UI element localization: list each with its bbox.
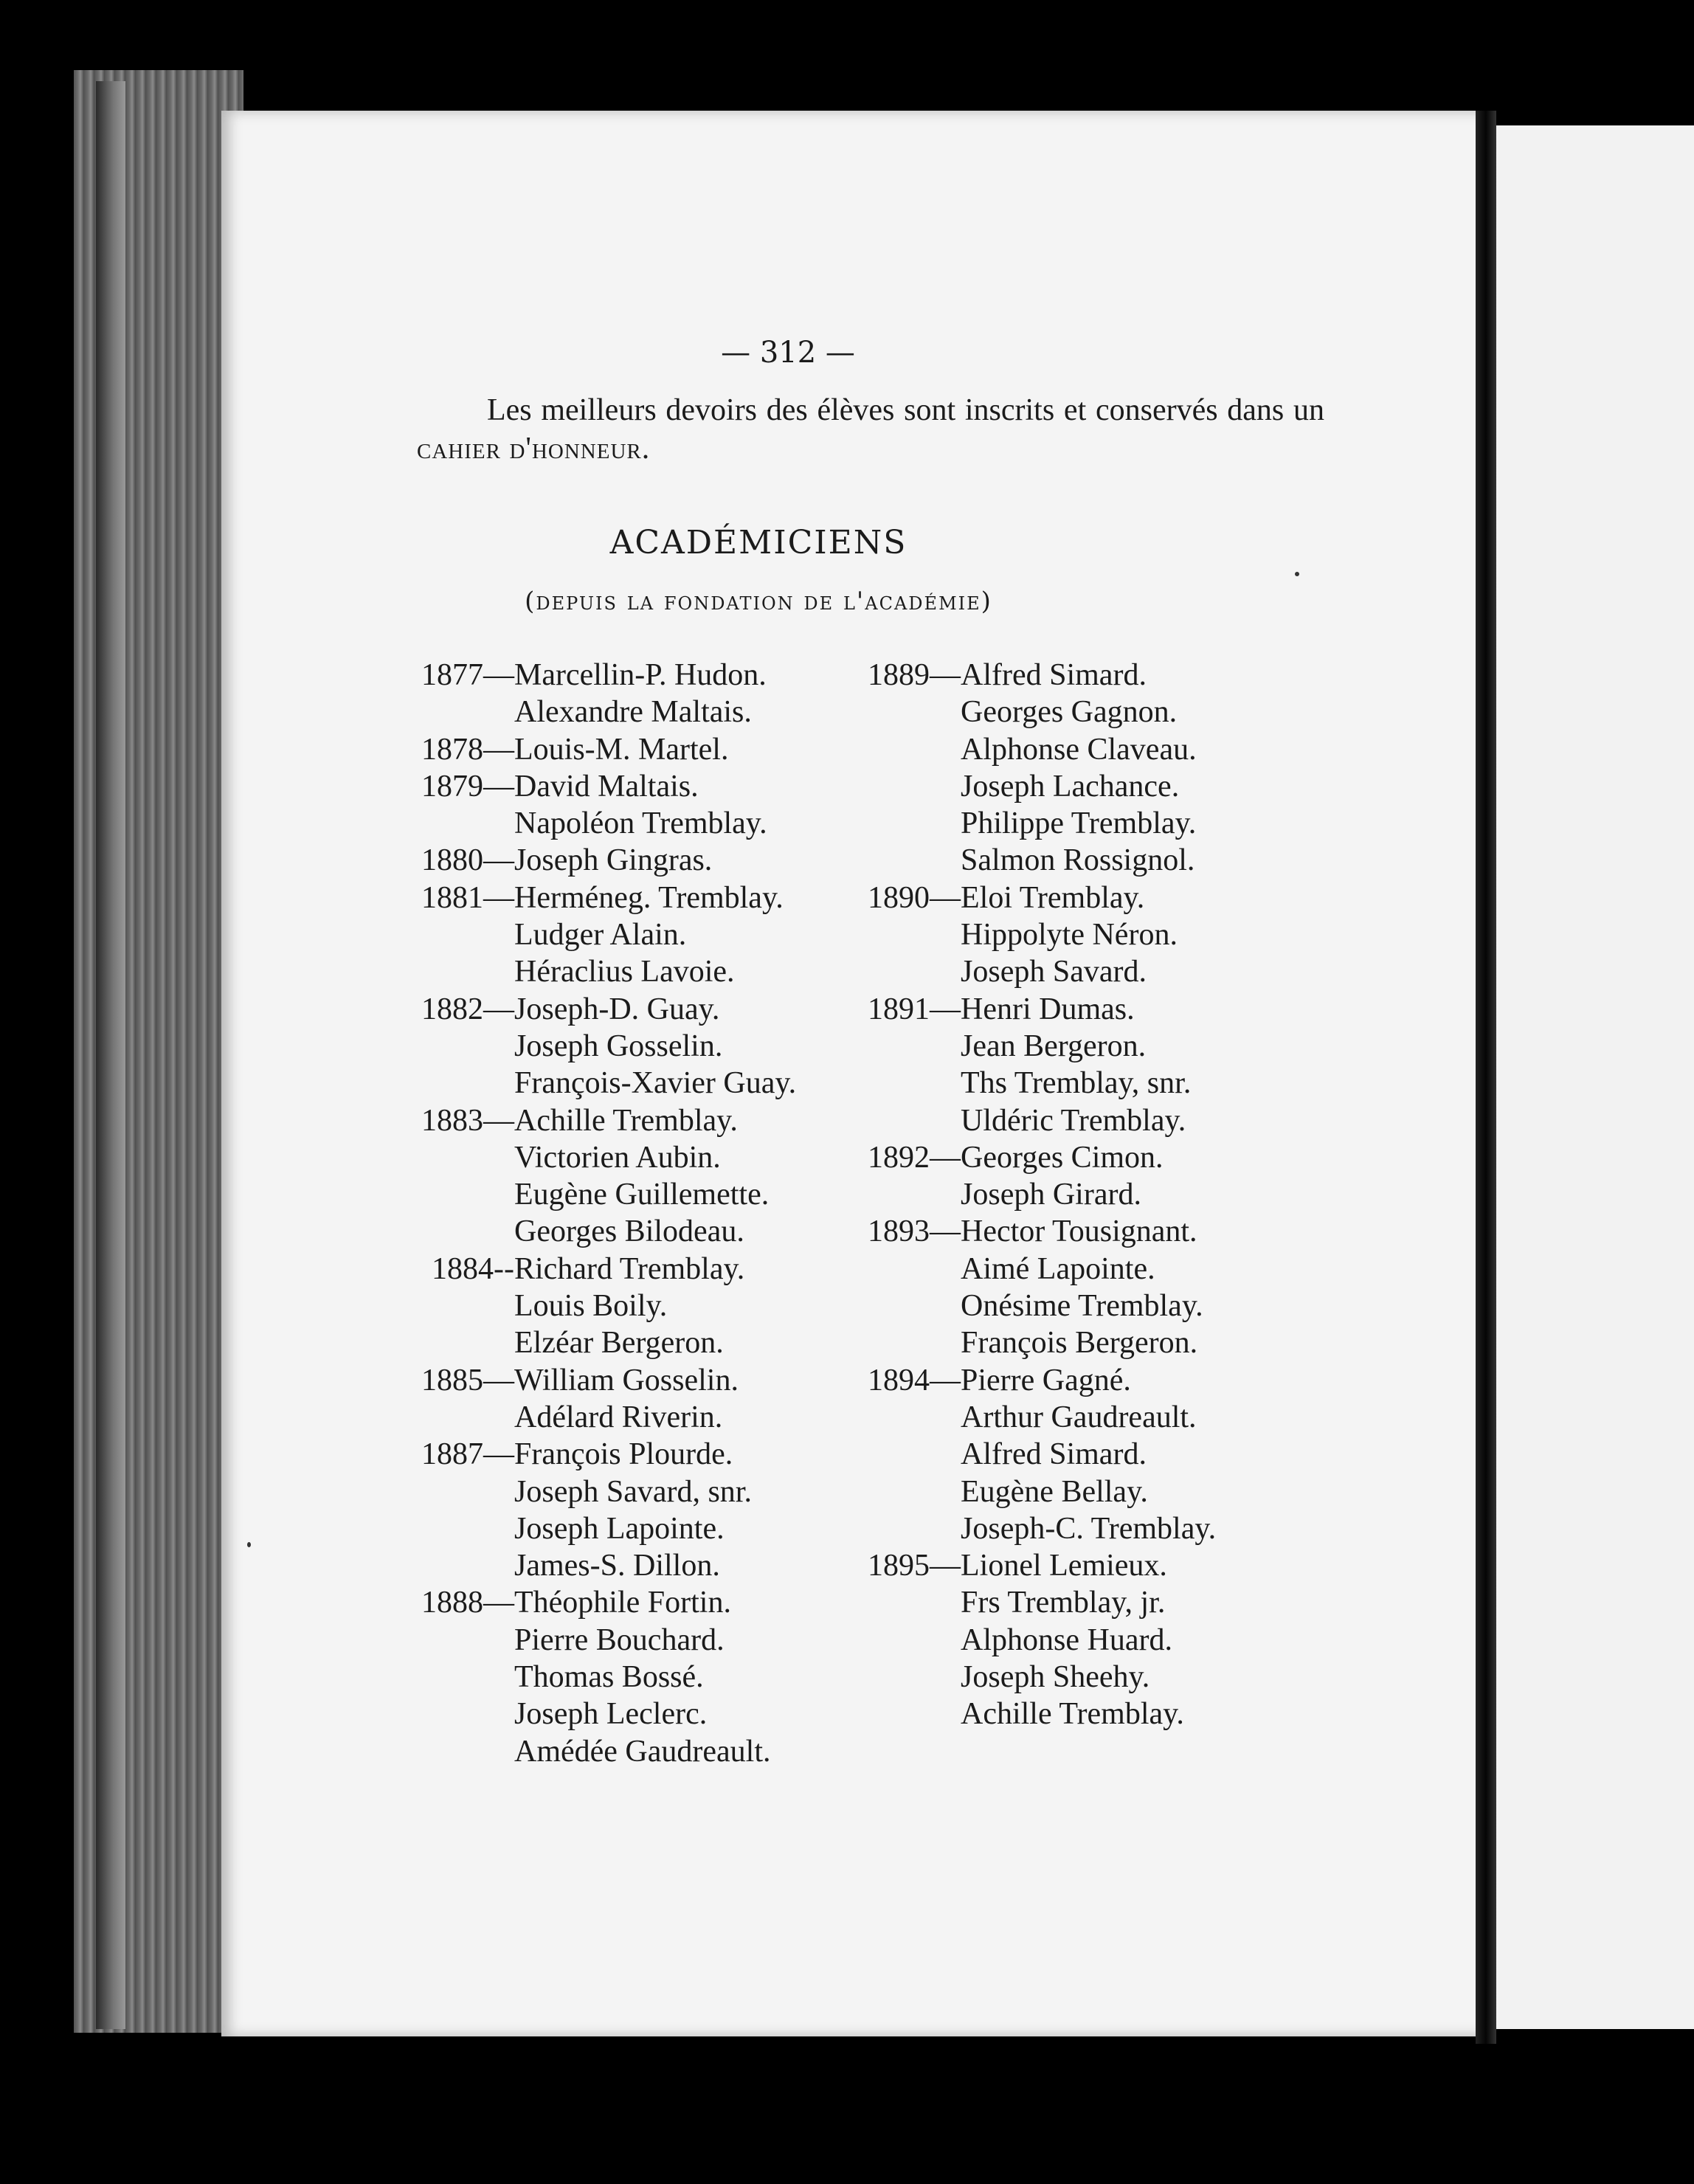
entry-year	[409, 694, 514, 730]
entry-name: Aimé Lapointe.	[961, 1251, 1155, 1286]
academician-entry	[409, 694, 867, 730]
academician-entry	[856, 1584, 1313, 1621]
entry-name: Joseph Leclerc.	[514, 1697, 708, 1732]
entry-year: 1879—	[421, 769, 514, 804]
academician-entry	[856, 768, 1313, 805]
academician-entry	[409, 880, 867, 916]
entry-name: Georges Gagnon.	[961, 695, 1178, 730]
entry-name: Richard Tremblay.	[514, 1251, 745, 1286]
entry-name: Louis-M. Martel.	[514, 732, 729, 767]
entry-name: Uldéric Tremblay.	[961, 1103, 1186, 1138]
academician-entry	[856, 1659, 1313, 1696]
entry-name: Ludger Alain.	[514, 918, 687, 953]
academician-entry	[856, 1622, 1313, 1659]
academician-entry	[409, 731, 867, 768]
entry-name: Alphonse Claveau.	[961, 732, 1197, 767]
academician-entry	[856, 1102, 1313, 1139]
academician-entry	[409, 991, 867, 1028]
entry-name: Achille Tremblay.	[514, 1103, 738, 1138]
entry-year: 1880—	[421, 843, 514, 878]
entry-year	[856, 1399, 961, 1436]
entry-name: Adélard Riverin.	[514, 1400, 723, 1434]
entry-year	[856, 1436, 961, 1473]
entry-year	[856, 1028, 961, 1065]
academician-entry	[409, 1102, 867, 1139]
entry-year: 1885—	[421, 1363, 514, 1397]
entry-name: Victorien Aubin.	[514, 1140, 721, 1175]
entry-name: Joseph Savard, snr.	[514, 1474, 752, 1509]
entry-name: Alfred Simard.	[961, 658, 1147, 692]
academician-entry	[856, 657, 1313, 694]
entry-name: Pierre Bouchard.	[514, 1623, 725, 1657]
academician-entry	[409, 842, 867, 879]
entry-name: Jean Bergeron.	[961, 1029, 1147, 1063]
entry-name: Joseph Sheehy.	[961, 1660, 1150, 1695]
entry-year	[409, 1176, 514, 1213]
academician-entry	[856, 1139, 1313, 1176]
academician-entry	[856, 1696, 1313, 1732]
entry-name: Héraclius Lavoie.	[514, 955, 735, 989]
entry-year: 1891—	[868, 992, 961, 1026]
entry-year	[856, 768, 961, 805]
entry-year: 1892—	[868, 1140, 961, 1175]
entry-name: François-Xavier Guay.	[514, 1066, 797, 1101]
entry-year	[856, 1473, 961, 1510]
academician-entry	[409, 1510, 867, 1547]
academician-entry	[856, 916, 1313, 953]
academician-entry	[856, 953, 1313, 990]
entry-name: Alfred Simard.	[961, 1437, 1147, 1472]
entry-year: 1895—	[868, 1549, 961, 1583]
entry-name: Hippolyte Néron.	[961, 918, 1178, 953]
entry-name: Onésime Tremblay.	[961, 1289, 1203, 1324]
entry-name: Frs Tremblay, jr.	[961, 1586, 1166, 1620]
entry-name: Napoléon Tremblay.	[514, 806, 767, 841]
page-number: — 312 —	[721, 336, 855, 370]
academician-entry	[856, 1399, 1313, 1436]
entry-year	[409, 1213, 514, 1250]
entry-year	[409, 1659, 514, 1696]
academician-entry	[856, 1324, 1313, 1361]
entry-year	[409, 1288, 514, 1324]
intro-end: .	[641, 432, 650, 466]
intro-emphasis: cahier d'honneur	[417, 432, 642, 466]
entry-year: 1894—	[868, 1363, 961, 1397]
academician-entry	[409, 916, 867, 953]
entry-name: James-S. Dillon.	[514, 1549, 720, 1583]
entry-name: Lionel Lemieux.	[961, 1549, 1167, 1583]
entry-year	[856, 953, 961, 990]
section-subtitle: (depuis la fondation de l'académie)	[525, 587, 992, 616]
academician-entry	[856, 805, 1313, 842]
academician-entry	[409, 1436, 867, 1473]
entry-year: 1887—	[421, 1437, 514, 1472]
entry-name: Thomas Bossé.	[514, 1660, 704, 1695]
book-spine	[96, 81, 125, 2029]
entry-name: William Gosselin.	[514, 1363, 739, 1397]
academician-entry	[856, 1213, 1313, 1250]
academician-entry	[409, 1362, 867, 1399]
academician-entry	[409, 1288, 867, 1324]
academician-entry	[856, 1065, 1313, 1102]
entry-year	[409, 1473, 514, 1510]
academician-entry	[409, 1028, 867, 1065]
entry-name: Louis Boily.	[514, 1289, 668, 1324]
entry-year	[409, 1065, 514, 1102]
academician-entry	[409, 1733, 867, 1770]
academician-entry	[856, 880, 1313, 916]
entry-name: Ths Tremblay, snr.	[961, 1066, 1192, 1101]
entry-year	[409, 1547, 514, 1584]
entry-name: David Maltais.	[514, 769, 699, 804]
entry-name: Joseph Girard.	[961, 1178, 1141, 1212]
entry-year	[856, 1102, 961, 1139]
entry-name: Elzéar Bergeron.	[514, 1326, 724, 1361]
entry-name: Pierre Gagné.	[961, 1363, 1131, 1397]
entry-year: 1888—	[421, 1586, 514, 1620]
entry-name: Philippe Tremblay.	[961, 806, 1197, 841]
entry-year: 1883—	[421, 1103, 514, 1138]
academician-entry	[409, 1065, 867, 1102]
entry-year	[856, 1622, 961, 1659]
ink-speck	[247, 1542, 251, 1547]
entry-name: François Bergeron.	[961, 1326, 1198, 1361]
academician-entry	[409, 1213, 867, 1250]
academician-entry	[409, 1622, 867, 1659]
academician-entry	[856, 1251, 1313, 1288]
entry-year: 1881—	[421, 880, 514, 915]
entry-year	[409, 1139, 514, 1176]
entry-name: François Plourde.	[514, 1437, 733, 1472]
academician-entry	[409, 1473, 867, 1510]
academician-entry	[409, 1176, 867, 1213]
entry-name: Joseph Gingras.	[514, 843, 713, 878]
academician-entry	[409, 1547, 867, 1584]
academician-entry	[856, 1176, 1313, 1213]
academician-entry	[856, 1510, 1313, 1547]
entry-year: 1893—	[868, 1214, 961, 1249]
entry-name: Eugène Bellay.	[961, 1474, 1148, 1509]
entry-name: Alexandre Maltais.	[514, 695, 752, 730]
entry-name: Arthur Gaudreault.	[961, 1400, 1197, 1434]
entry-year	[856, 916, 961, 953]
entry-year	[409, 1399, 514, 1436]
entry-year	[409, 1733, 514, 1770]
academician-entry	[856, 842, 1313, 879]
entry-year	[856, 1065, 961, 1102]
entry-name: Herméneg. Tremblay.	[514, 880, 784, 915]
academician-entry	[409, 1139, 867, 1176]
academician-entry	[409, 805, 867, 842]
entry-name: Joseph Lapointe.	[514, 1511, 725, 1546]
entry-year: 1877—	[421, 658, 514, 692]
entry-year: 1882—	[421, 992, 514, 1026]
entry-name: Amédée Gaudreault.	[514, 1734, 771, 1769]
entry-name: Achille Tremblay.	[961, 1697, 1184, 1732]
intro-text: Les meilleurs devoirs des élèves sont inscrits et conservés dans un	[487, 393, 1324, 427]
entry-name: Joseph Lachance.	[961, 769, 1180, 804]
academician-entry	[409, 1696, 867, 1732]
entry-name: Hector Tousignant.	[961, 1214, 1197, 1249]
academician-entry	[409, 953, 867, 990]
academician-entry	[856, 1288, 1313, 1324]
intro-paragraph	[417, 391, 1324, 468]
academician-entry	[409, 1324, 867, 1361]
entry-year	[856, 842, 961, 879]
book-gutter	[1476, 111, 1496, 2044]
entry-year	[856, 731, 961, 768]
entry-name: Eloi Tremblay.	[961, 880, 1145, 915]
entry-year	[856, 1659, 961, 1696]
entry-year	[409, 1622, 514, 1659]
entry-name: Eugène Guillemette.	[514, 1178, 770, 1212]
entry-year	[856, 1288, 961, 1324]
ink-speck	[1295, 572, 1299, 576]
entry-year	[409, 805, 514, 842]
academician-entry	[409, 1584, 867, 1621]
entry-year: 1884--	[432, 1251, 514, 1286]
entry-year	[409, 916, 514, 953]
academician-entry	[409, 1399, 867, 1436]
entry-year	[856, 1176, 961, 1213]
entry-name: Georges Bilodeau.	[514, 1214, 744, 1249]
entry-name: Henri Dumas.	[961, 992, 1135, 1026]
right-column	[856, 657, 1313, 1733]
academician-entry	[409, 1659, 867, 1696]
section-title: ACADÉMICIENS	[609, 524, 908, 561]
academician-entry	[856, 991, 1313, 1028]
entry-year	[409, 1696, 514, 1732]
academician-entry	[409, 1251, 867, 1288]
entry-year	[856, 1251, 961, 1288]
academician-entry	[856, 1436, 1313, 1473]
entry-year: 1889—	[868, 658, 961, 692]
academician-entry	[856, 1473, 1313, 1510]
entry-year: 1890—	[868, 880, 961, 915]
academician-entry	[409, 768, 867, 805]
entry-year	[856, 1696, 961, 1732]
entry-name: Georges Cimon.	[961, 1140, 1164, 1175]
entry-year	[409, 1028, 514, 1065]
entry-year: 1878—	[421, 732, 514, 767]
entry-year	[856, 1584, 961, 1621]
entry-name: Alphonse Huard.	[961, 1623, 1172, 1657]
entry-name: Joseph Gosselin.	[514, 1029, 723, 1063]
entry-year	[409, 1324, 514, 1361]
entry-name: Joseph Savard.	[961, 955, 1147, 989]
entry-year	[856, 1510, 961, 1547]
academician-entry	[856, 1028, 1313, 1065]
academician-entry	[856, 1362, 1313, 1399]
academician-entry	[856, 731, 1313, 768]
academician-entry	[856, 694, 1313, 730]
entry-year	[856, 805, 961, 842]
entry-name: Théophile Fortin.	[514, 1586, 731, 1620]
entry-name: Marcellin-P. Hudon.	[514, 658, 767, 692]
entry-year	[856, 1324, 961, 1361]
entry-name: Joseph-C. Tremblay.	[961, 1511, 1217, 1546]
academician-entry	[409, 657, 867, 694]
entry-name: Joseph-D. Guay.	[514, 992, 720, 1026]
entry-year	[856, 694, 961, 730]
academician-entry	[856, 1547, 1313, 1584]
entry-name: Salmon Rossignol.	[961, 843, 1195, 878]
entry-year	[409, 1510, 514, 1547]
left-column	[409, 657, 867, 1770]
entry-year	[409, 953, 514, 990]
